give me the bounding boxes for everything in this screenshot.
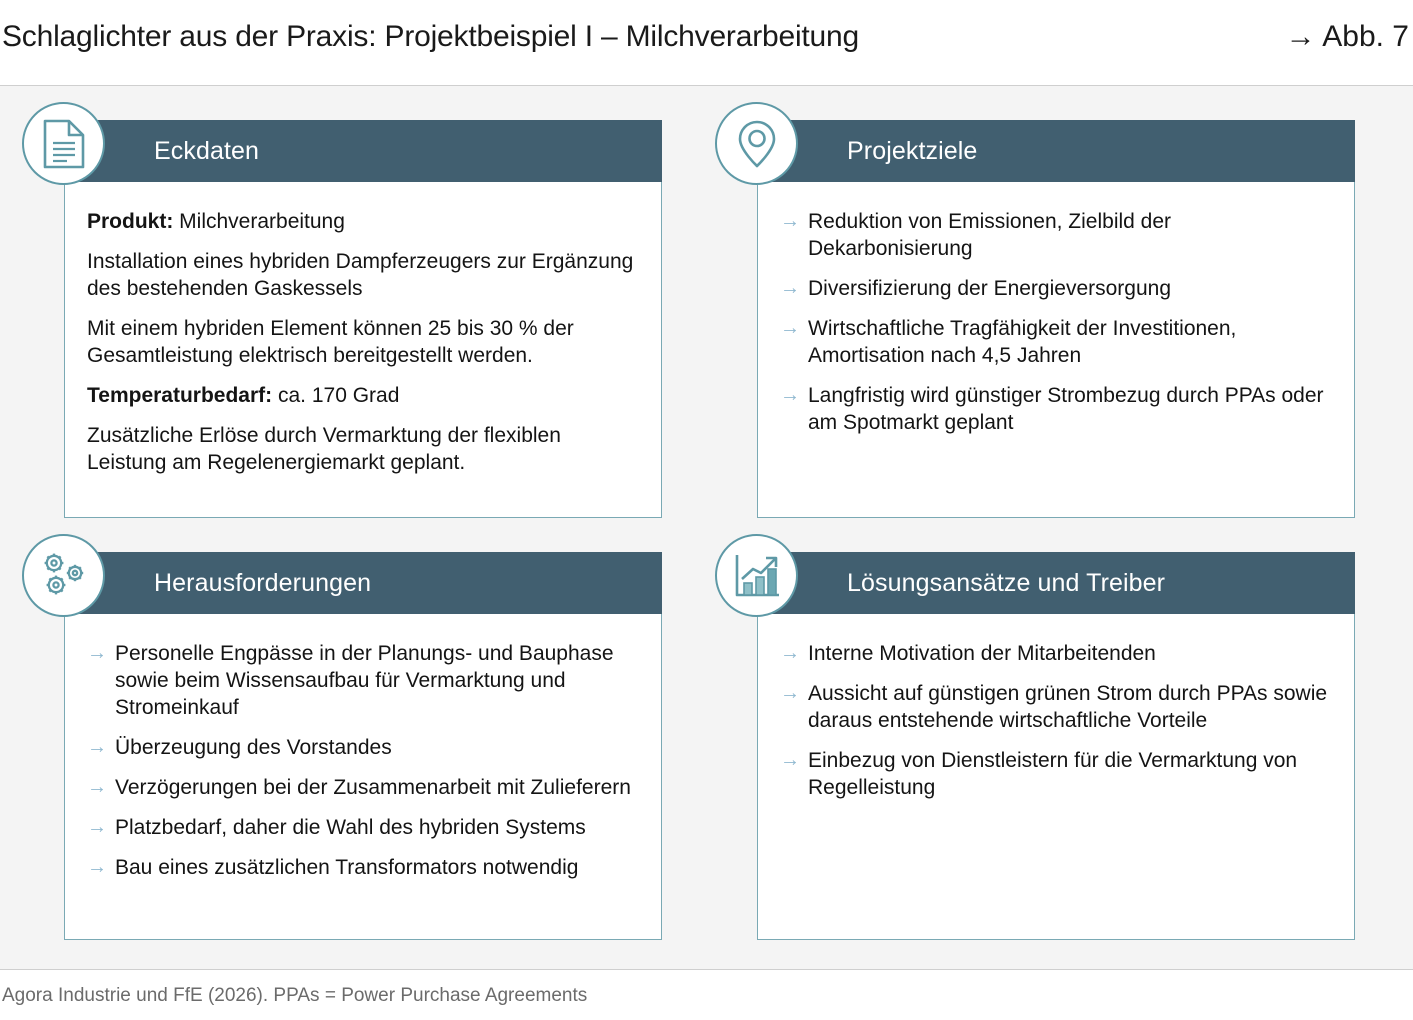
- paragraph-produkt: [87, 208, 639, 235]
- arrow-icon: →: [87, 736, 107, 758]
- list-item: [780, 680, 1332, 734]
- paragraph-label: Temperaturbedarf:: [87, 384, 273, 407]
- bullet-list-herausforderungen: [87, 640, 639, 881]
- list-item-label: Überzeugung des Vorstandes: [115, 736, 392, 759]
- arrow-icon: →: [780, 384, 800, 406]
- card-icon-badge: [715, 534, 798, 617]
- list-item-label: Platzbedarf, daher die Wahl des hybriden Systems: [115, 816, 586, 839]
- arrow-icon: →: [780, 749, 800, 771]
- card-title: Herausforderungen: [154, 568, 372, 597]
- card-body-herausforderungen: [64, 614, 662, 940]
- map-pin-icon: [735, 119, 779, 169]
- list-item: [780, 315, 1332, 369]
- arrow-icon: →: [780, 277, 800, 299]
- content-panel: [0, 86, 1413, 970]
- card-header-eckdaten: [64, 120, 662, 182]
- title-bar: [0, 0, 1413, 86]
- paragraph-installation: [87, 248, 639, 302]
- paragraph-text: Mit einem hybriden Element können 25 bis 30 % der Gesamtleistung elektrisch bereitgestellt werden.: [87, 317, 574, 367]
- card-title: Projektziele: [847, 136, 978, 165]
- list-item-label: Verzögerungen bei der Zusammenarbeit mit Zulieferern: [115, 776, 631, 799]
- card-header-herausforderungen: [64, 552, 662, 614]
- card-header-loesungsansaetze: [757, 552, 1355, 614]
- list-item-label: Langfristig wird günstiger Strombezug durch PPAs oder am Spotmarkt geplant: [808, 384, 1324, 434]
- list-item-label: Diversifizierung der Energieversorgung: [808, 277, 1172, 300]
- card-icon-badge: [22, 534, 105, 617]
- gears-icon: [39, 552, 89, 600]
- list-item: [780, 208, 1332, 262]
- card-body-loesungsansaetze: [757, 614, 1355, 940]
- arrow-icon: →: [87, 776, 107, 798]
- arrow-icon: →: [87, 642, 107, 664]
- bullet-list-loesungsansaetze: [780, 640, 1332, 801]
- list-item-label: Wirtschaftliche Tragfähigkeit der Investitionen, Amortisation nach 4,5 Jahren: [808, 317, 1237, 367]
- arrow-icon: →: [780, 317, 800, 339]
- list-item: [87, 734, 639, 761]
- bar-chart-growth-icon: [733, 553, 781, 599]
- paragraph-text: Installation eines hybriden Dampferzeugers zur Ergänzung des bestehenden Gaskessels: [87, 250, 634, 300]
- list-item: [87, 774, 639, 801]
- paragraph-text: ca. 170 Grad: [272, 384, 400, 407]
- list-item: [87, 814, 639, 841]
- list-item-label: Personelle Engpässe in der Planungs- und Bauphase sowie beim Wissensaufbau für Vermarktung und Stromeinkauf: [115, 642, 614, 719]
- bullet-list-projektziele: [780, 208, 1332, 436]
- paragraph-temperaturbedarf: [87, 382, 639, 409]
- arrow-icon: →: [780, 210, 800, 232]
- card-body-projektziele: [757, 182, 1355, 518]
- list-item: [87, 854, 639, 881]
- list-item-label: Einbezug von Dienstleistern für die Vermarktung von Regelleistung: [808, 749, 1298, 799]
- paragraph-zusaetzliche-erloese: [87, 422, 639, 476]
- list-item: [780, 747, 1332, 801]
- arrow-icon: →: [780, 682, 800, 704]
- document-icon: [42, 119, 86, 169]
- arrow-icon: →: [87, 816, 107, 838]
- list-item: [780, 275, 1332, 302]
- card-icon-badge: [715, 102, 798, 185]
- list-item-label: Bau eines zusätzlichen Transformators notwendig: [115, 856, 579, 879]
- list-item: [780, 382, 1332, 436]
- figure-reference: → Abb. 7: [1285, 20, 1409, 53]
- list-item: [87, 640, 639, 721]
- paragraph-text: Zusätzliche Erlöse durch Vermarktung der flexiblen Leistung am Regelenergiemarkt geplant.: [87, 424, 561, 474]
- paragraph-hybrides-element: [87, 315, 639, 369]
- card-title: Lösungsansätze und Treiber: [847, 568, 1166, 597]
- card-body-eckdaten: [64, 182, 662, 518]
- arrow-icon: →: [780, 642, 800, 664]
- card-title: Eckdaten: [154, 136, 260, 165]
- arrow-icon: →: [87, 856, 107, 878]
- list-item: [780, 640, 1332, 667]
- card-header-projektziele: [757, 120, 1355, 182]
- list-item-label: Reduktion von Emissionen, Zielbild der Dekarbonisierung: [808, 210, 1172, 260]
- card-icon-badge: [22, 102, 105, 185]
- page-title: Schlaglichter aus der Praxis: Projektbeispiel I – Milchverarbeitung: [2, 20, 860, 53]
- paragraph-label: Produkt:: [87, 210, 174, 233]
- list-item-label: Aussicht auf günstigen grünen Strom durch PPAs sowie daraus entstehende wirtschaftliche Vorteile: [808, 682, 1328, 732]
- footer-source-note: Agora Industrie und FfE (2026). PPAs = Power Purchase Agreements: [2, 985, 588, 1006]
- list-item-label: Interne Motivation der Mitarbeitenden: [808, 642, 1156, 665]
- paragraph-text: Milchverarbeitung: [173, 210, 345, 233]
